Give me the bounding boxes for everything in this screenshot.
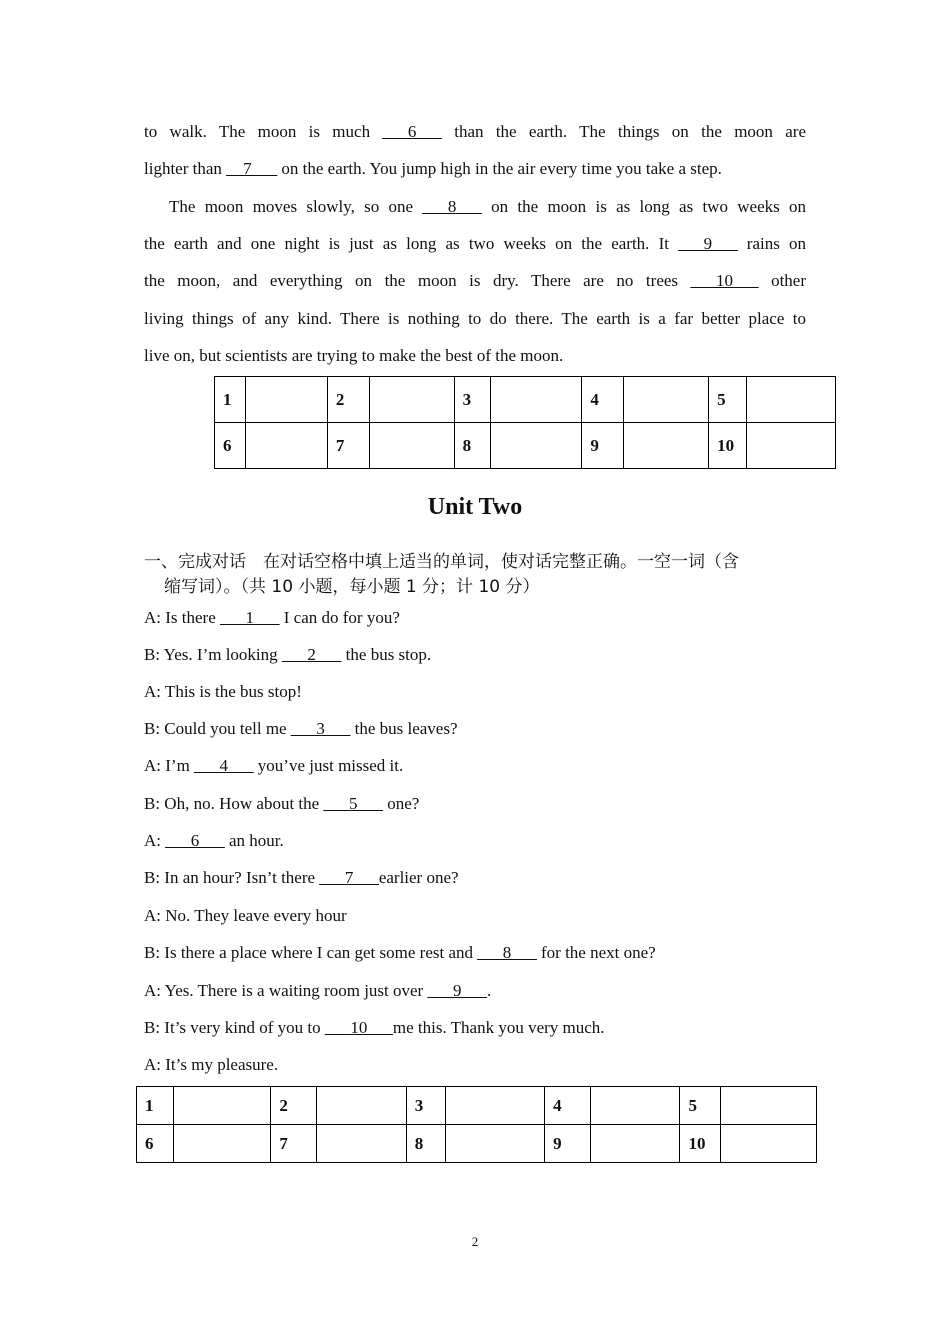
dialogue-line: A: Yes. There is a waiting room just over ___9___.	[144, 981, 492, 1000]
answer-cell[interactable]	[624, 377, 709, 423]
dialogue-line: A: I’m ___4___ you’ve just missed it.	[144, 756, 404, 775]
answer-number: 4	[582, 377, 624, 423]
answer-number: 1	[215, 377, 246, 423]
answer-cell[interactable]	[316, 1087, 406, 1125]
answer-number: 4	[545, 1087, 591, 1125]
dialogue-line: B: It’s very kind of you to ___10___me this. Thank you very much.	[144, 1018, 605, 1037]
answer-cell[interactable]	[747, 377, 836, 423]
answer-cell[interactable]	[173, 1125, 271, 1163]
passage-line: to walk. The moon is much ___6___ than the earth. The things on the moon are	[144, 122, 806, 141]
dialogue-line: B: Could you tell me ___3___ the bus leaves?	[144, 719, 458, 738]
answer-number: 9	[545, 1125, 591, 1163]
answer-cell[interactable]	[490, 423, 582, 469]
answer-cell[interactable]	[245, 377, 327, 423]
answer-number: 8	[454, 423, 490, 469]
answer-number: 5	[709, 377, 747, 423]
answer-cell[interactable]	[721, 1125, 817, 1163]
answer-cell[interactable]	[721, 1087, 817, 1125]
answer-number: 1	[137, 1087, 174, 1125]
answer-number: 9	[582, 423, 624, 469]
answer-table-1	[214, 376, 836, 469]
answer-number: 10	[709, 423, 747, 469]
answer-number: 10	[680, 1125, 721, 1163]
instruction-line-2: 缩写词）。（共 10 小题，每小题 1 分；计 10 分）	[164, 577, 540, 597]
unit-title: Unit Two	[427, 494, 523, 520]
answer-number: 7	[271, 1125, 317, 1163]
dialogue-line: B: Yes. I’m looking ___2___ the bus stop.	[144, 645, 432, 664]
answer-cell[interactable]	[369, 423, 454, 469]
answer-cell[interactable]	[369, 377, 454, 423]
answer-number: 2	[327, 377, 369, 423]
answer-table-2	[136, 1086, 817, 1163]
dialogue-line: A: No. They leave every hour	[144, 906, 347, 925]
dialogue-line: A: This is the bus stop!	[144, 682, 302, 701]
dialogue-line: B: In an hour? Isn’t there ___7___earlier one?	[144, 868, 459, 887]
answer-number: 7	[327, 423, 369, 469]
instruction-line-1: 一、完成对话 在对话空格中填上适当的单词，使对话完整正确。一空一词（含	[144, 552, 739, 572]
answer-number: 3	[454, 377, 490, 423]
answer-number: 2	[271, 1087, 317, 1125]
answer-number: 8	[406, 1125, 446, 1163]
answer-cell[interactable]	[173, 1087, 271, 1125]
dialogue-line: A: It’s my pleasure.	[144, 1055, 279, 1074]
dialogue-line: A: ___6___ an hour.	[144, 831, 284, 850]
passage-line: live on, but scientists are trying to make the best of the moon.	[144, 346, 564, 365]
answer-cell[interactable]	[446, 1087, 545, 1125]
answer-cell[interactable]	[245, 423, 327, 469]
dialogue-line: A: Is there ___1___ I can do for you?	[144, 608, 400, 627]
page-number: 2	[471, 1234, 479, 1249]
answer-cell[interactable]	[590, 1125, 680, 1163]
answer-number: 6	[137, 1125, 174, 1163]
passage-line: living things of any kind. There is nothing to do there. The earth is a far better place to	[144, 309, 806, 328]
section-instruction	[144, 550, 814, 600]
answer-cell[interactable]	[316, 1125, 406, 1163]
answer-cell[interactable]	[490, 377, 582, 423]
answer-cell[interactable]	[590, 1087, 680, 1125]
answer-number: 3	[406, 1087, 446, 1125]
answer-cell[interactable]	[624, 423, 709, 469]
passage-line: the moon, and everything on the moon is dry. There are no trees ___10___ other	[144, 271, 806, 290]
answer-number: 5	[680, 1087, 721, 1125]
answer-cell[interactable]	[446, 1125, 545, 1163]
dialogue-line: B: Oh, no. How about the ___5___ one?	[144, 794, 420, 813]
answer-number: 6	[215, 423, 246, 469]
dialogue-line: B: Is there a place where I can get some rest and ___8___ for the next one?	[144, 943, 656, 962]
passage-line: The moon moves slowly, so one ___8___ on the moon is as long as two weeks on	[169, 197, 807, 216]
passage-line: the earth and one night is just as long as two weeks on the earth. It ___9___ rains on	[144, 234, 807, 253]
passage-line: lighter than __7___ on the earth. You jump high in the air every time you take a step.	[144, 159, 722, 178]
answer-cell[interactable]	[747, 423, 836, 469]
